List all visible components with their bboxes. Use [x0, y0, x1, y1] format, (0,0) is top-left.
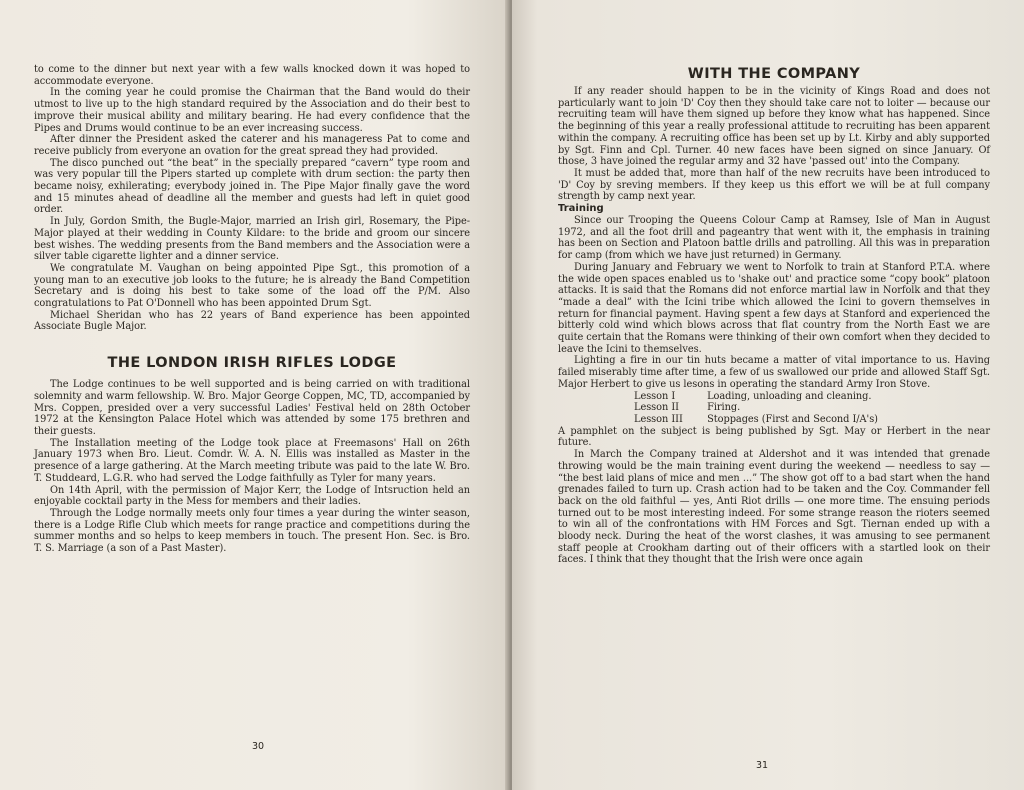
- lodge-heading: THE LONDON IRISH RIFLES LODGE: [107, 355, 397, 372]
- company-heading: WITH THE COMPANY: [687, 66, 861, 82]
- paragraph: It must be added that, more than half of the new recruits have been introduced to 'D' Coy by sreving members. If they keep us this effort we will be at full company strength by camp next year.: [558, 167, 990, 203]
- page-number: 30: [252, 741, 265, 752]
- paragraph: to come to the dinner but next year with a few walls knocked down it was hoped to accommodate everyone.: [34, 64, 470, 87]
- lesson-list: [634, 391, 990, 426]
- lesson-number: Lesson I: [634, 390, 676, 402]
- lesson-text: Stoppages (First and Second I/A's): [707, 413, 878, 425]
- training-subheading: Training: [558, 203, 604, 215]
- lesson-item: [634, 414, 990, 426]
- lesson-text: Loading, unloading and cleaning.: [707, 390, 872, 402]
- paragraph: We congratulate M. Vaughan on being appointed Pipe Sgt., this promotion of a young man to an executive job looks to the future; he is already the Band Competition Secretary and is doing his best to take some of the load off the P/M. Also congratulations to Pat O'Donnell who has been appointed Drum Sgt.: [34, 262, 470, 310]
- paragraph: On 14th April, with the permission of Major Kerr, the Lodge of Intsruction held an enjoyable cocktail party in the Mess for members and their ladies.: [34, 484, 470, 508]
- paragraph: Michael Sheridan who has 22 years of Band experience has been appointed Associate Bugle Major.: [34, 309, 470, 333]
- paragraph: The Lodge continues to be well supported and is being carried on with traditional solemnity and warm fellowship. W. Bro. Major George Coppen, MC, TD, accompanied by Mrs. Coppen, presided over a very successful Ladies' Festival held on 28th October 1972 at the Kensington Palace Hotel which was attended by some 175 brethren and their guests.: [34, 379, 470, 437]
- lesson-number: Lesson III: [634, 413, 683, 425]
- paragraph: The Installation meeting of the Lodge took place at Freemasons' Hall on 26th January 1973 when Bro. Lieut. Comdr. W. A. N. Ellis was installed as Master in the presence of a large gathering. At the March meeting tribute was paid to the late W. Bro. T. Studdeard, L.G.R. who had served the Lodge faithfully as Tyler for many years.: [34, 437, 470, 484]
- paragraph: In March the Company trained at Aldershot and it was intended that grenade throwing would be the main training event during the weekend — needless to say — “the best laid plans of mice and men ...” The show got off to a bad start when the hand grenades failed to turn up. Crash action had to be taken and the Coy. Commander fell back on the old faithful — yes, Anti Riot drills — one more time. The ensuing periods turned out to be most interesting indeed. For some strange reason the rioters seemed to win all of the confrontations with HM Forces and Sgt. Tiernan ended up with a bloody neck. During the heat of the worst clashes, it was amusing to see permanent staff people at Crookham darting out of their officers with a startled look on their faces. I think that they thought that the Irish were once again: [558, 449, 990, 566]
- paragraph: If any reader should happen to be in the vicinity of Kings Road and does not particularly want to join 'D' Coy then they should take care not to loiter — because our recruiting team will have them signed up before they know what has happened. Since the beginning of this year a really professional attitude to recruiting has been apparent within the company. A recruiting office has been set up by Lt. Kirby and ably supported by Sgt. Finn and Cpl. Turner. 40 new faces have been signed on since January. Of those, 3 have joined the regular army and 32 have 'passed out' into the Company.: [558, 86, 990, 168]
- paragraph: During January and February we went to Norfolk to train at Stanford P.T.A. where the wide open spaces enabled us to 'shake out' and practice some “copy book” platoon attacks. It is said that the Romans did not enforce martial law in Norfolk and that they “made a deal” with the Icini tribe which allowed the Icini to govern themselves in return for financial payment. Having spent a few days at Stanford and experienced the bitterly cold wind which blows across that flat country from the North East we are quite certain that the Romans were thinking of their own comfort when they decided to leave the Icini to themselves.: [558, 261, 990, 355]
- lesson-number: Lesson II: [634, 402, 679, 414]
- lesson-item: [634, 402, 990, 414]
- paragraph: Through the Lodge normally meets only four times a year during the winter season, there is a Lodge Rifle Club which meets for range practice and competitions during the summer months and so helps to keep members in touch. The present Hon. Sec. is Bro. T. S. Marriage (a son of a Past Master).: [34, 507, 470, 555]
- right-page: [512, 0, 1024, 790]
- paragraph: The disco punched out “the beat” in the specially prepared “cavern” type room and was very popular till the Pipers started up complete with drum section: the party then became noisy, exhilerating; everybody joined in. The Pipe Major finally gave the word and 15 minutes ahead of deadline all the member and guests had left in quiet good order.: [34, 157, 470, 216]
- left-page: [0, 0, 510, 790]
- lesson-text: Firing.: [707, 402, 741, 414]
- paragraph: After dinner the President asked the caterer and his manageress Pat to come and receive publicly from everyone an ovation for the great spread they had provided.: [34, 134, 470, 157]
- lesson-item: [634, 391, 990, 403]
- page-number: 31: [756, 760, 769, 771]
- paragraph: A pamphlet on the subject is being published by Sgt. May or Herbert in the near future.: [558, 425, 990, 449]
- paragraph: Lighting a fire in our tin huts became a matter of vital importance to us. Having failed miserably time after time, a few of us swallowed our pride and allowed Staff Sgt. Major Herbert to give us lesons in operating the standard Army Iron Stove.: [558, 355, 990, 390]
- paragraph: In the coming year he could promise the Chairman that the Band would do their utmost to live up to the high standard required by the Association and do their best to improve their musical ability and military bearing. He had every confidence that the Pipes and Drums would continue to be an ever increasing success.: [34, 87, 470, 134]
- paragraph: Since our Trooping the Queens Colour Camp at Ramsey, Isle of Man in August 1972, and all the foot drill and pageantry that went with it, the emphasis in training has been on Section and Platoon battle drills and patrolling. All this was in preparation for camp (from which we have just returned) in Germany.: [558, 215, 990, 262]
- paragraph: In July, Gordon Smith, the Bugle-Major, married an Irish girl, Rosemary, the Pipe-Major played at their wedding in County Kildare: to the bride and groom our sincere best wishes. The wedding presents from the Band members and the Association were a silver table cigarette lighter and a dinner service.: [34, 216, 470, 263]
